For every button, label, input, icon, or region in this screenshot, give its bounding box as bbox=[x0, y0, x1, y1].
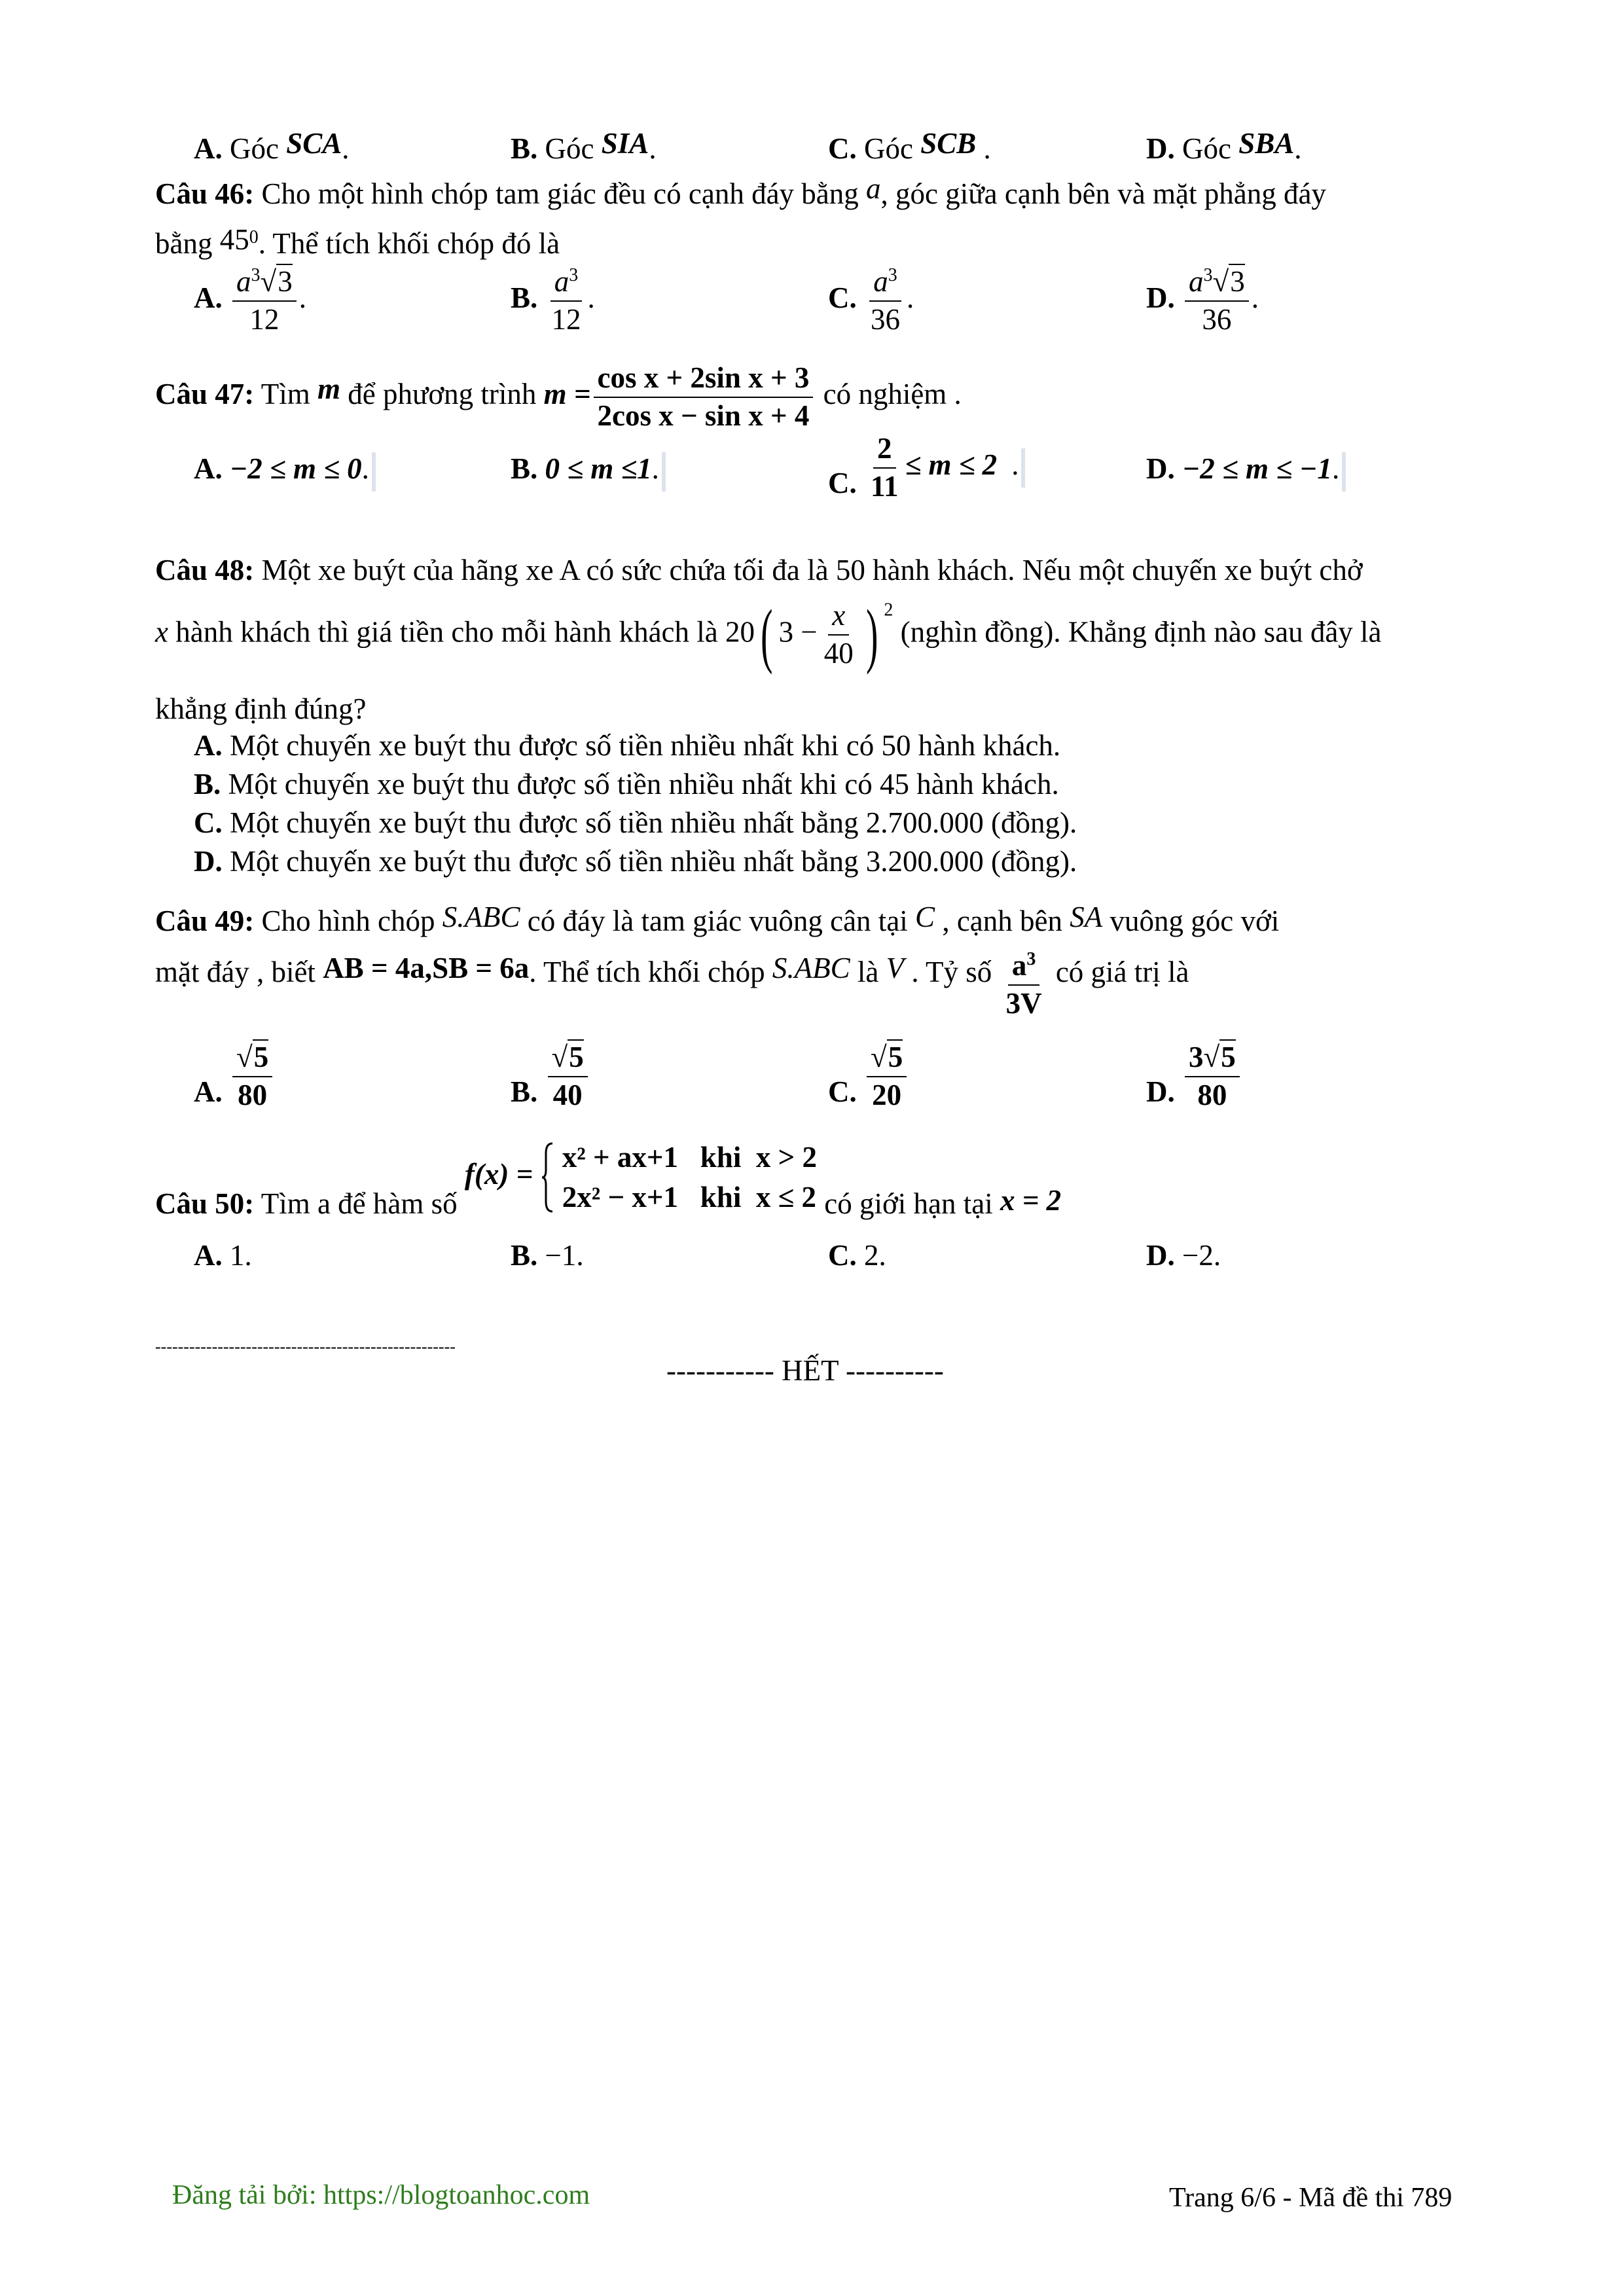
q45-option-a[interactable]: A. Góc SCA. bbox=[194, 127, 350, 165]
end-marker: ----------- HẾT ---------- bbox=[666, 1354, 944, 1387]
q50-option-c[interactable]: C. 2. bbox=[828, 1239, 886, 1272]
q48-stem-line2: x hành khách thì giá tiền cho mỗi hành khách là 20( 3 − $\frac{x}{40}$ ) $^2$ (nghìn đồng). Khẳng định nào sau đây là bbox=[155, 595, 1382, 675]
q50-option-a[interactable]: A. 1. bbox=[194, 1239, 252, 1272]
q48-option-c[interactable]: C. Một chuyến xe buýt thu được số tiền nhiều nhất bằng 2.700.000 (đồng). bbox=[194, 806, 1077, 839]
footer-source: Đăng tải bởi: https://blogtoanhoc.com bbox=[172, 2180, 590, 2210]
q50-option-d[interactable]: D. −2. bbox=[1146, 1239, 1221, 1272]
q47-option-a[interactable]: A. −2 ≤ m ≤ 0. bbox=[194, 452, 376, 492]
q49-ratio-fraction: $\frac{a^3}{3V}$ bbox=[1005, 949, 1042, 1020]
q45-option-b[interactable]: B. Góc SIA. bbox=[511, 127, 657, 165]
q48-stem-line3: khẳng định đúng? bbox=[155, 692, 367, 725]
q48-price-fraction: $\frac{x}{40}$ bbox=[823, 599, 854, 670]
q49-a-fraction: $\frac{√5}{80}$ bbox=[232, 1041, 272, 1113]
q48-option-d[interactable]: D. Một chuyến xe buýt thu được số tiền nhiều nhất bằng 3.200.000 (đồng). bbox=[194, 845, 1077, 878]
q46-option-d[interactable]: D. $\frac{a^3√3}{36}$ . bbox=[1146, 265, 1259, 336]
separator-bar bbox=[372, 452, 376, 492]
q45-option-c[interactable]: C. Góc SCB . bbox=[828, 127, 991, 165]
left-brace-icon bbox=[541, 1141, 555, 1213]
q46-d-fraction: $\frac{a^3√3}{36}$ bbox=[1185, 265, 1249, 337]
q49-option-a[interactable]: A. $\frac{√5}{80}$ bbox=[194, 1041, 275, 1113]
q46-option-a[interactable]: A. $\frac{a^3√3}{12}$ . bbox=[194, 265, 306, 336]
right-paren: ) bbox=[865, 595, 878, 675]
divider-line: ----------------------------------------------------- bbox=[155, 1337, 456, 1356]
q50-option-b[interactable]: B. −1. bbox=[511, 1239, 584, 1272]
q50-piecewise-cases: x² + ax+1 khi x > 2 2x² − x+1 khi x ≤ 2 bbox=[562, 1141, 817, 1213]
q47-option-b[interactable]: B. 0 ≤ m ≤1. bbox=[511, 452, 666, 492]
q49-b-fraction: $\frac{√5}{40}$ bbox=[548, 1041, 588, 1113]
q46-b-fraction: $\frac{a^3}{12}$ bbox=[551, 265, 581, 336]
separator-bar bbox=[1021, 448, 1025, 488]
left-paren: ( bbox=[761, 595, 773, 675]
separator-bar bbox=[1342, 452, 1346, 492]
q46-stem-line2: bằng $45^0$. Thể tích khối chóp đó là bbox=[155, 223, 560, 260]
q47-equation-fraction: $\frac{\text{cos x + 2sin x + 3}}{\text{2cos x − sin x + 4}}$ bbox=[594, 361, 814, 433]
q49-stem-line2: mặt đáy , biết AB = 4a,SB = 6a. Thể tích khối chóp S.ABC là V . Tỷ số $\frac{a^3}{3V}$ có giá trị là bbox=[155, 949, 1189, 1020]
q49-option-d[interactable]: D. $\frac{3√5}{80}$ bbox=[1146, 1041, 1242, 1113]
q49-c-fraction: $\frac{√5}{20}$ bbox=[867, 1041, 907, 1113]
q45-option-d[interactable]: D. Góc SBA. bbox=[1146, 127, 1302, 165]
q50-stem: Câu 50: Tìm a để hàm số f(x) = x² + ax+1 khi x > 2 2x² − x+1 khi x ≤ 2 có giới hạn tại x = 2 bbox=[155, 1138, 1061, 1221]
q46-option-b[interactable]: B. $\frac{a^3}{12}$ . bbox=[511, 265, 595, 336]
separator-bar bbox=[662, 452, 666, 492]
q46-a-fraction: $\frac{a^3√3}{12}$ bbox=[232, 265, 297, 337]
q46-option-c[interactable]: C. $\frac{a^3}{36}$ . bbox=[828, 265, 914, 336]
footer-page-info: Trang 6/6 - Mã đề thi 789 bbox=[1169, 2183, 1453, 2213]
q46-c-fraction: $\frac{a^3}{36}$ bbox=[871, 265, 900, 336]
q48-option-a[interactable]: A. Một chuyến xe buýt thu được số tiền nhiều nhất khi có 50 hành khách. bbox=[194, 729, 1061, 762]
q49-d-fraction: $\frac{3√5}{80}$ bbox=[1185, 1041, 1240, 1113]
q49-option-b[interactable]: B. $\frac{√5}{40}$ bbox=[511, 1041, 590, 1113]
q46-stem-line1: Câu 46: Cho một hình chóp tam giác đều có cạnh đáy bằng a, góc giữa cạnh bên và mặt phẳng đáy bbox=[155, 172, 1326, 210]
q47-option-c[interactable]: C. $\frac{2}{11}$ ≤ m ≤ 2 . bbox=[828, 432, 1025, 504]
q47-stem: Câu 47: Tìm m để phương trình m = $\frac{\text{cos x + 2sin x + 3}}{\text{2cos x − sin x + 4}}$ có nghiệm . bbox=[155, 361, 962, 432]
q47-c-fraction: $\frac{2}{11}$ bbox=[871, 432, 899, 503]
q48-stem-line1: Câu 48: Một xe buýt của hãng xe A có sức chứa tối đa là 50 hành khách. Nếu một chuyến xe buýt chở bbox=[155, 554, 1363, 586]
q48-option-b[interactable]: B. Một chuyến xe buýt thu được số tiền nhiều nhất khi có 45 hành khách. bbox=[194, 768, 1059, 800]
q49-option-c[interactable]: C. $\frac{√5}{20}$ bbox=[828, 1041, 909, 1113]
q49-stem-line1: Câu 49: Cho hình chóp S.ABC có đáy là tam giác vuông cân tại C , cạnh bên SA vuông góc với bbox=[155, 901, 1280, 937]
q47-option-d[interactable]: D. −2 ≤ m ≤ −1. bbox=[1146, 452, 1346, 492]
